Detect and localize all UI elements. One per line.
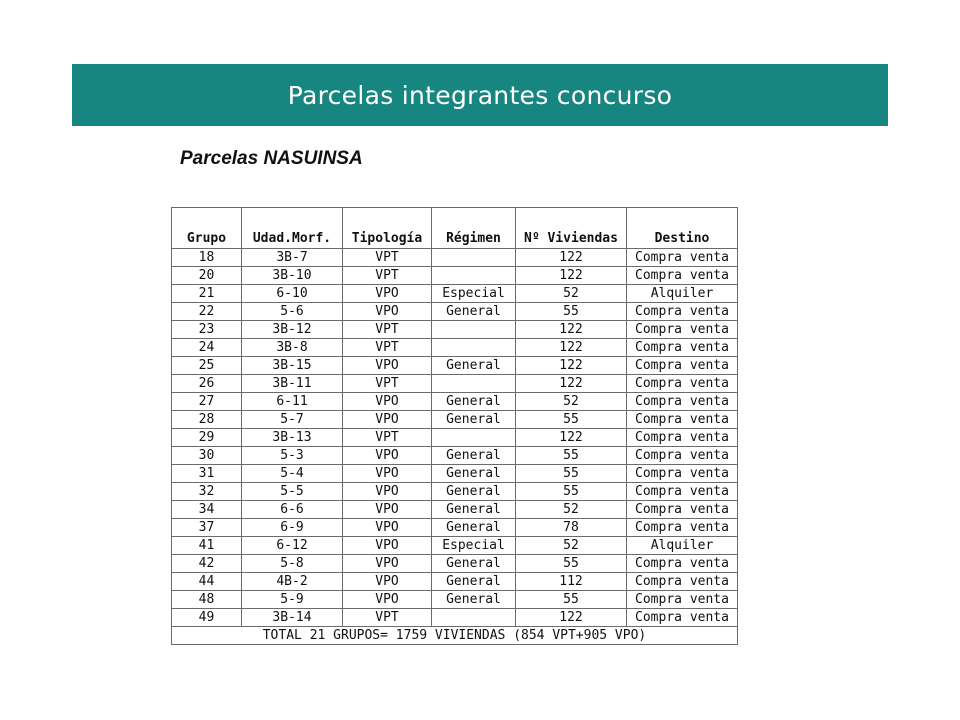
- cell-grupo: 37: [172, 519, 242, 537]
- cell-num-viviendas: 122: [516, 339, 627, 357]
- cell-grupo: 42: [172, 555, 242, 573]
- cell-grupo: 21: [172, 285, 242, 303]
- cell-num-viviendas: 122: [516, 321, 627, 339]
- cell-destino: Compra venta: [627, 429, 738, 447]
- cell-grupo: 29: [172, 429, 242, 447]
- cell-destino: Compra venta: [627, 303, 738, 321]
- cell-num-viviendas: 122: [516, 609, 627, 627]
- cell-num-viviendas: 122: [516, 267, 627, 285]
- cell-tipologia: VPT: [343, 339, 432, 357]
- cell-udad-morf: 5-6: [242, 303, 343, 321]
- cell-num-viviendas: 55: [516, 447, 627, 465]
- cell-udad-morf: 3B-14: [242, 609, 343, 627]
- cell-grupo: 23: [172, 321, 242, 339]
- column-header-tipologia: Tipología: [343, 208, 432, 249]
- cell-tipologia: VPO: [343, 447, 432, 465]
- cell-tipologia: VPT: [343, 375, 432, 393]
- cell-grupo: 25: [172, 357, 242, 375]
- cell-destino: Compra venta: [627, 573, 738, 591]
- cell-destino: Compra venta: [627, 519, 738, 537]
- table-row: [172, 267, 738, 285]
- table-row: [172, 555, 738, 573]
- cell-udad-morf: 3B-13: [242, 429, 343, 447]
- cell-udad-morf: 6-12: [242, 537, 343, 555]
- cell-udad-morf: 3B-15: [242, 357, 343, 375]
- cell-destino: Compra venta: [627, 447, 738, 465]
- cell-destino: Compra venta: [627, 375, 738, 393]
- cell-destino: Alquiler: [627, 285, 738, 303]
- column-header-grupo: Grupo: [172, 208, 242, 249]
- cell-regimen: General: [432, 555, 516, 573]
- cell-udad-morf: 3B-7: [242, 249, 343, 267]
- cell-udad-morf: 4B-2: [242, 573, 343, 591]
- table-row: [172, 573, 738, 591]
- cell-tipologia: VPO: [343, 519, 432, 537]
- cell-destino: Compra venta: [627, 501, 738, 519]
- parcels-table: [171, 207, 738, 645]
- cell-regimen: General: [432, 465, 516, 483]
- cell-grupo: 20: [172, 267, 242, 285]
- cell-udad-morf: 3B-8: [242, 339, 343, 357]
- cell-grupo: 24: [172, 339, 242, 357]
- cell-destino: Compra venta: [627, 267, 738, 285]
- table-row: [172, 501, 738, 519]
- cell-regimen: Especial: [432, 537, 516, 555]
- cell-tipologia: VPT: [343, 609, 432, 627]
- slide-title: Parcelas integrantes concurso: [287, 80, 673, 110]
- cell-regimen: [432, 375, 516, 393]
- cell-regimen: [432, 429, 516, 447]
- cell-num-viviendas: 52: [516, 285, 627, 303]
- table-row: [172, 465, 738, 483]
- cell-destino: Compra venta: [627, 591, 738, 609]
- table-row: [172, 483, 738, 501]
- cell-grupo: 30: [172, 447, 242, 465]
- column-header-regimen: Régimen: [432, 208, 516, 249]
- cell-destino: Compra venta: [627, 321, 738, 339]
- cell-udad-morf: 5-5: [242, 483, 343, 501]
- cell-regimen: [432, 249, 516, 267]
- table-body: [172, 249, 738, 627]
- cell-destino: Compra venta: [627, 411, 738, 429]
- cell-num-viviendas: 122: [516, 249, 627, 267]
- cell-udad-morf: 3B-12: [242, 321, 343, 339]
- total-cell: TOTAL 21 GRUPOS= 1759 VIVIENDAS (854 VPT+905 VPO): [172, 627, 738, 645]
- cell-tipologia: VPO: [343, 573, 432, 591]
- cell-tipologia: VPO: [343, 501, 432, 519]
- cell-tipologia: VPO: [343, 465, 432, 483]
- cell-num-viviendas: 52: [516, 393, 627, 411]
- cell-num-viviendas: 52: [516, 537, 627, 555]
- cell-regimen: General: [432, 447, 516, 465]
- table-row: [172, 285, 738, 303]
- cell-num-viviendas: 55: [516, 303, 627, 321]
- cell-regimen: General: [432, 411, 516, 429]
- table-row: [172, 429, 738, 447]
- cell-udad-morf: 5-8: [242, 555, 343, 573]
- table-row: [172, 609, 738, 627]
- cell-grupo: 31: [172, 465, 242, 483]
- cell-regimen: General: [432, 501, 516, 519]
- cell-tipologia: VPO: [343, 411, 432, 429]
- cell-num-viviendas: 55: [516, 555, 627, 573]
- cell-num-viviendas: 55: [516, 411, 627, 429]
- cell-regimen: General: [432, 573, 516, 591]
- cell-tipologia: VPT: [343, 249, 432, 267]
- table-row: [172, 411, 738, 429]
- cell-tipologia: VPT: [343, 429, 432, 447]
- cell-grupo: 26: [172, 375, 242, 393]
- cell-tipologia: VPO: [343, 591, 432, 609]
- cell-num-viviendas: 122: [516, 357, 627, 375]
- cell-udad-morf: 5-3: [242, 447, 343, 465]
- table-header-row: [172, 208, 738, 249]
- cell-tipologia: VPT: [343, 321, 432, 339]
- table-row: [172, 393, 738, 411]
- column-header-num-viviendas: Nº Viviendas: [516, 208, 627, 249]
- cell-destino: Compra venta: [627, 357, 738, 375]
- cell-tipologia: VPO: [343, 555, 432, 573]
- cell-regimen: General: [432, 519, 516, 537]
- cell-destino: Compra venta: [627, 555, 738, 573]
- cell-udad-morf: 5-7: [242, 411, 343, 429]
- cell-udad-morf: 5-4: [242, 465, 343, 483]
- cell-tipologia: VPO: [343, 537, 432, 555]
- cell-tipologia: VPO: [343, 393, 432, 411]
- cell-num-viviendas: 122: [516, 429, 627, 447]
- table-row: [172, 339, 738, 357]
- cell-grupo: 34: [172, 501, 242, 519]
- cell-destino: Compra venta: [627, 483, 738, 501]
- cell-grupo: 44: [172, 573, 242, 591]
- table-row: [172, 303, 738, 321]
- cell-grupo: 32: [172, 483, 242, 501]
- cell-tipologia: VPT: [343, 267, 432, 285]
- cell-udad-morf: 3B-10: [242, 267, 343, 285]
- cell-regimen: General: [432, 591, 516, 609]
- cell-regimen: [432, 321, 516, 339]
- cell-tipologia: VPO: [343, 285, 432, 303]
- cell-udad-morf: 5-9: [242, 591, 343, 609]
- cell-num-viviendas: 55: [516, 483, 627, 501]
- cell-udad-morf: 6-11: [242, 393, 343, 411]
- table-row: [172, 537, 738, 555]
- cell-destino: Compra venta: [627, 249, 738, 267]
- cell-regimen: Especial: [432, 285, 516, 303]
- cell-tipologia: VPO: [343, 357, 432, 375]
- cell-udad-morf: 6-6: [242, 501, 343, 519]
- cell-num-viviendas: 55: [516, 465, 627, 483]
- cell-num-viviendas: 52: [516, 501, 627, 519]
- cell-udad-morf: 6-10: [242, 285, 343, 303]
- cell-destino: Compra venta: [627, 465, 738, 483]
- cell-num-viviendas: 55: [516, 591, 627, 609]
- cell-udad-morf: 6-9: [242, 519, 343, 537]
- cell-grupo: 41: [172, 537, 242, 555]
- cell-grupo: 18: [172, 249, 242, 267]
- table-row: [172, 375, 738, 393]
- cell-regimen: [432, 339, 516, 357]
- table-row: [172, 519, 738, 537]
- cell-num-viviendas: 78: [516, 519, 627, 537]
- table-row: [172, 357, 738, 375]
- cell-destino: Compra venta: [627, 339, 738, 357]
- column-header-udad-morf: Udad.Morf.: [242, 208, 343, 249]
- cell-grupo: 22: [172, 303, 242, 321]
- cell-grupo: 28: [172, 411, 242, 429]
- cell-regimen: [432, 609, 516, 627]
- cell-regimen: General: [432, 483, 516, 501]
- column-header-destino: Destino: [627, 208, 738, 249]
- cell-tipologia: VPO: [343, 303, 432, 321]
- cell-udad-morf: 3B-11: [242, 375, 343, 393]
- total-row: [172, 627, 738, 645]
- cell-destino: Compra venta: [627, 393, 738, 411]
- cell-grupo: 48: [172, 591, 242, 609]
- table-row: [172, 321, 738, 339]
- cell-destino: Alquiler: [627, 537, 738, 555]
- cell-grupo: 49: [172, 609, 242, 627]
- cell-num-viviendas: 122: [516, 375, 627, 393]
- section-subtitle: Parcelas NASUINSA: [180, 148, 363, 169]
- cell-regimen: [432, 267, 516, 285]
- cell-grupo: 27: [172, 393, 242, 411]
- table-row: [172, 249, 738, 267]
- cell-regimen: General: [432, 303, 516, 321]
- cell-regimen: General: [432, 357, 516, 375]
- cell-tipologia: VPO: [343, 483, 432, 501]
- table-row: [172, 447, 738, 465]
- cell-regimen: General: [432, 393, 516, 411]
- table-row: [172, 591, 738, 609]
- cell-destino: Compra venta: [627, 609, 738, 627]
- title-banner: [72, 64, 888, 126]
- cell-num-viviendas: 112: [516, 573, 627, 591]
